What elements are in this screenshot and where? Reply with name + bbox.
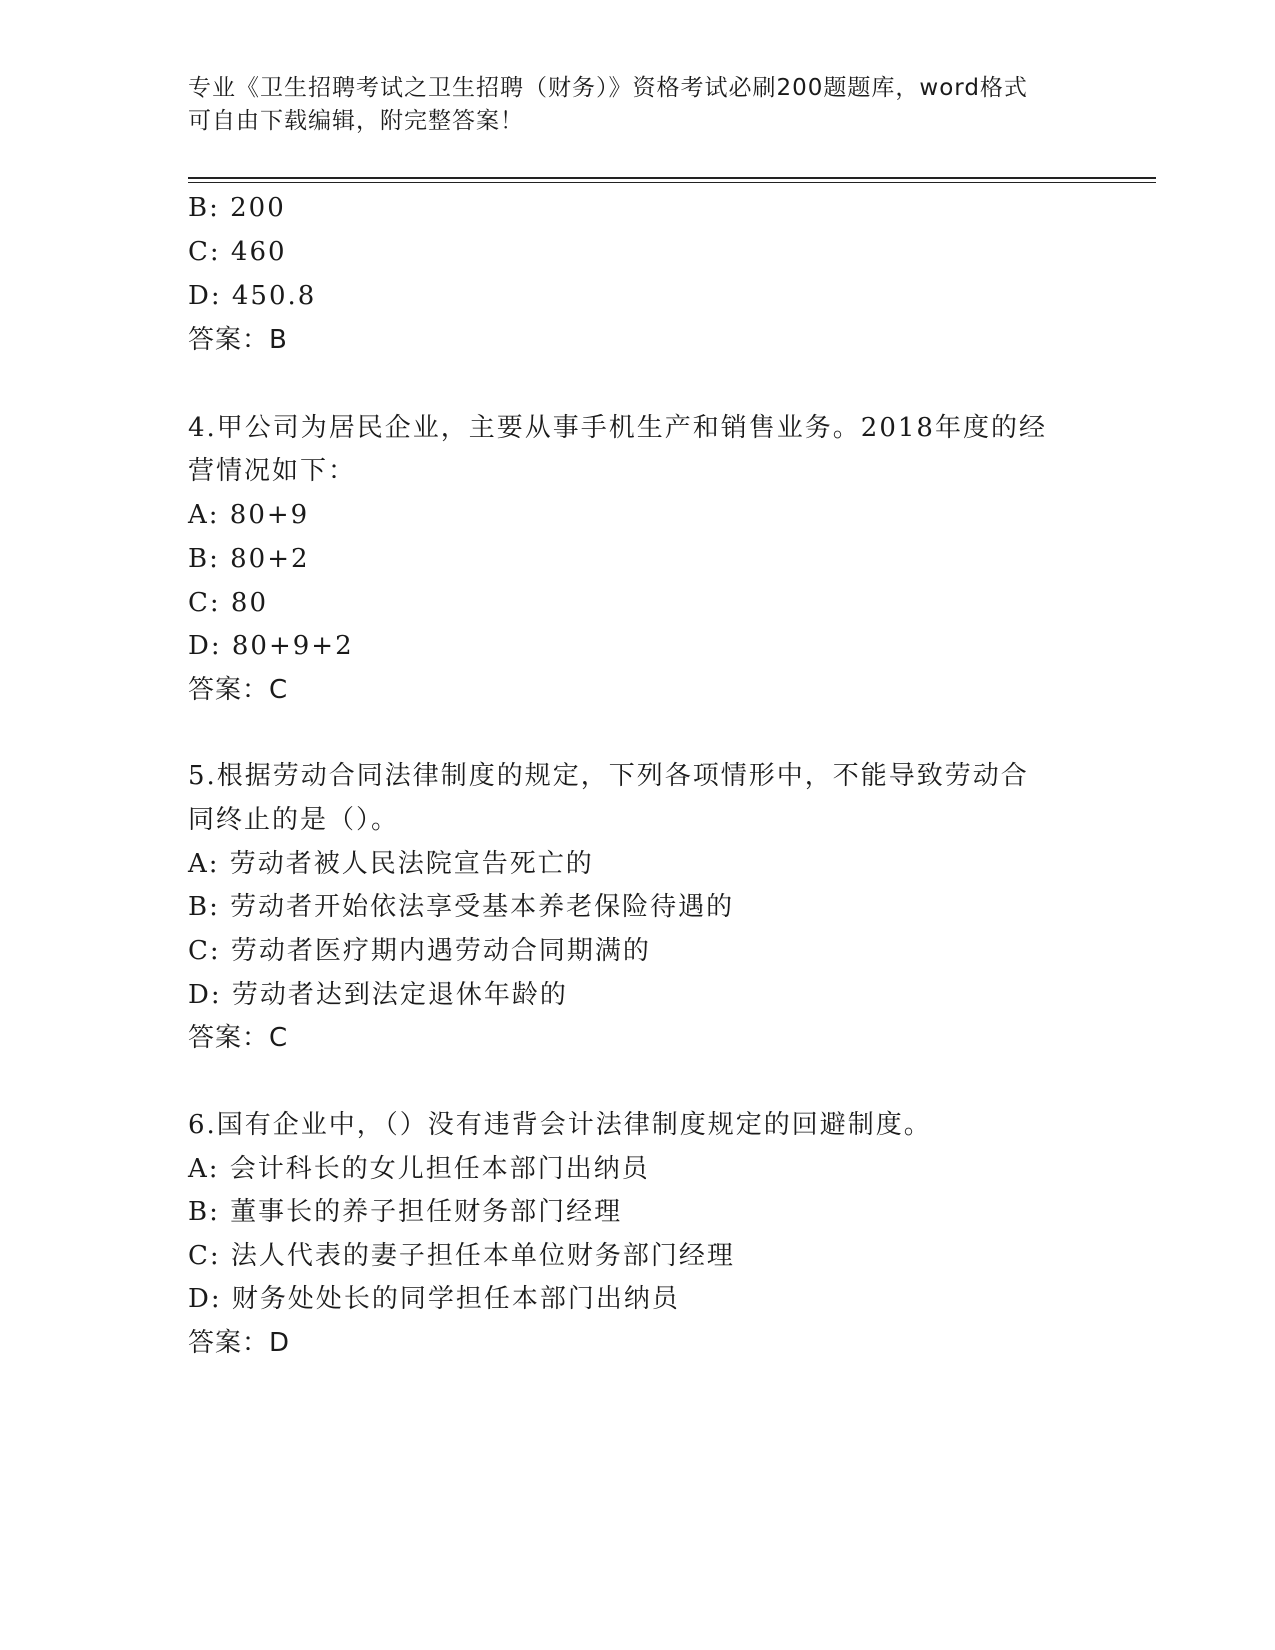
q5-stem-line-2: 同终止的是（）。 [188, 805, 400, 835]
q5-option-c: C: 劳动者医疗期内遇劳动合同期满的 [188, 936, 651, 966]
q3-option-d: D: 450.8 [188, 281, 317, 311]
q5-option-d: D: 劳动者达到法定退休年龄的 [188, 980, 568, 1010]
q5-option-b: B: 劳动者开始依法享受基本养老保险待遇的 [188, 892, 735, 922]
q6-answer: 答案：D [188, 1328, 291, 1358]
q6-option-c: C: 法人代表的妻子担任本单位财务部门经理 [188, 1241, 735, 1271]
header-divider-thin [188, 182, 1156, 183]
q3-answer: 答案：B [188, 325, 288, 355]
q4-option-a: A: 80+9 [188, 500, 310, 530]
q6-option-b: B: 董事长的养子担任财务部门经理 [188, 1197, 623, 1227]
q4-answer: 答案：C [188, 675, 289, 705]
q4-stem-line-1: 4.甲公司为居民企业，主要从事手机生产和销售业务。2018年度的经 [188, 413, 1047, 443]
q4-option-b: B: 80+2 [188, 544, 310, 574]
header-divider-thick [188, 177, 1156, 179]
q6-option-a: A: 会计科长的女儿担任本部门出纳员 [188, 1154, 650, 1184]
q5-option-a: A: 劳动者被人民法院宣告死亡的 [188, 849, 594, 879]
q5-stem-line-1: 5.根据劳动合同法律制度的规定，下列各项情形中，不能导致劳动合 [188, 761, 1029, 791]
q3-option-c: C: 460 [188, 237, 287, 267]
header-line-2: 可自由下载编辑，附完整答案！ [188, 108, 524, 134]
q3-option-b: B: 200 [188, 193, 286, 223]
q4-stem-line-2: 营情况如下： [188, 456, 357, 486]
document-header [188, 72, 1068, 138]
q4-option-d: D: 80+9+2 [188, 631, 354, 661]
q5-answer: 答案：C [188, 1023, 289, 1053]
header-line-1: 专业《卫生招聘考试之卫生招聘（财务）》资格考试必刷200题题库，word格式 [188, 75, 1028, 101]
q6-option-d: D: 财务处处长的同学担任本部门出纳员 [188, 1284, 680, 1314]
q4-option-c: C: 80 [188, 588, 269, 618]
q6-stem-line-1: 6.国有企业中，（）没有违背会计法律制度规定的回避制度。 [188, 1110, 932, 1140]
